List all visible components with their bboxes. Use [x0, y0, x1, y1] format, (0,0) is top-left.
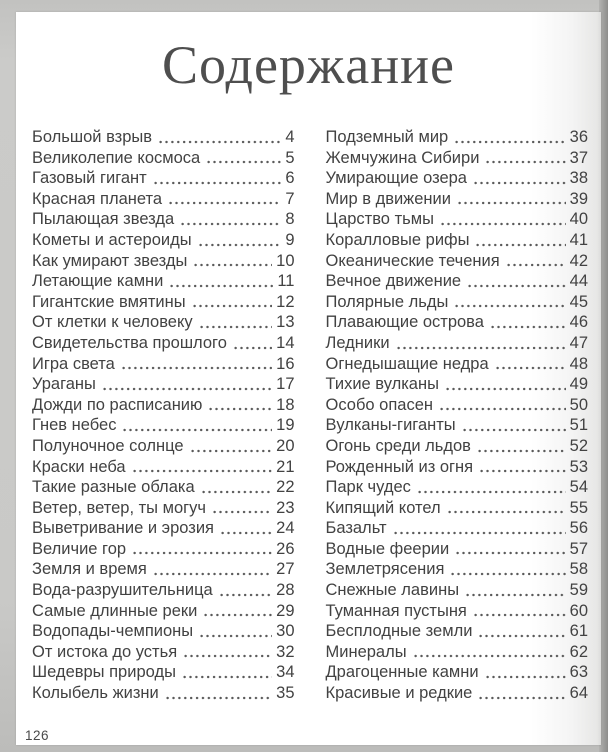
- toc-entry-title: Вечное движение: [325, 272, 462, 291]
- dot-leader: [455, 304, 565, 308]
- toc-entry-title: Умирающие озера: [325, 169, 467, 188]
- toc-entry-title: Ветер, ветер, ты могуч: [32, 498, 207, 517]
- dot-leader: [154, 181, 282, 185]
- toc-entry-page: 23: [276, 498, 295, 517]
- toc-entry-title: Базальт: [325, 519, 387, 538]
- toc-entry: [32, 436, 295, 457]
- toc-entry-page: 11: [277, 272, 295, 291]
- toc-entry-title: Кипящий котел: [325, 498, 441, 517]
- toc-entry-page: 24: [276, 519, 295, 538]
- toc-entry-title: Пылающая звезда: [32, 210, 175, 229]
- toc-entry: [32, 148, 295, 169]
- toc-entry-title: Великолепие космоса: [32, 148, 201, 167]
- toc-entry-page: 4: [285, 128, 295, 146]
- toc-entry-page: 32: [276, 642, 295, 661]
- toc-entry-page: 28: [276, 581, 295, 600]
- dot-leader: [207, 160, 281, 164]
- toc-entry-title: Океанические течения: [325, 251, 500, 270]
- toc-entry-page: 9: [285, 230, 295, 249]
- toc-entry: [32, 209, 295, 230]
- toc-entry: [326, 168, 589, 189]
- toc-entry-page: 41: [569, 230, 588, 249]
- toc-entry-title: Парк чудес: [325, 478, 411, 497]
- toc-entry: [32, 683, 295, 704]
- toc-entry-title: Самые длинные реки: [32, 601, 198, 620]
- toc-entry-title: Землетрясения: [325, 560, 445, 579]
- dot-leader: [486, 160, 565, 164]
- toc-entry-title: Минералы: [325, 642, 407, 661]
- dot-leader: [466, 593, 566, 597]
- dot-leader: [170, 284, 273, 288]
- toc-entry-title: Газовый гигант: [32, 169, 147, 188]
- toc-entry-page: 54: [569, 478, 588, 497]
- dot-leader: [456, 551, 565, 555]
- dot-leader: [455, 140, 565, 144]
- dot-leader: [194, 263, 272, 267]
- toc-entry: [32, 374, 295, 395]
- dot-leader: [122, 366, 272, 370]
- dot-leader: [479, 696, 565, 700]
- toc-entry: [326, 580, 589, 601]
- toc-entry-page: 7: [285, 189, 295, 208]
- toc-entry: [32, 189, 295, 210]
- toc-entry: [32, 230, 295, 251]
- dot-leader: [202, 490, 273, 494]
- dot-leader: [448, 510, 566, 514]
- toc-entry: [326, 559, 589, 580]
- toc-entry: [326, 271, 589, 292]
- dot-leader: [133, 469, 273, 473]
- dot-leader: [486, 675, 566, 679]
- toc-entry-title: Водные феерии: [325, 539, 450, 558]
- toc-entry-title: Коралловые рифы: [325, 230, 470, 249]
- dot-leader: [451, 572, 565, 576]
- dot-leader: [234, 346, 272, 350]
- toc-entry-page: 12: [276, 292, 295, 311]
- toc-entry-title: Подземный мир: [325, 128, 449, 146]
- dot-leader: [476, 243, 565, 247]
- toc-entry-title: Огонь среди льдов: [325, 436, 471, 455]
- toc-entry-page: 39: [569, 189, 588, 208]
- toc-entry-title: Огнедышащие недра: [325, 354, 489, 373]
- dot-leader: [441, 222, 566, 226]
- toc-entry: [32, 580, 295, 601]
- toc-entry-title: От клетки к человеку: [32, 313, 193, 332]
- dot-leader: [199, 243, 282, 247]
- toc-entry: [326, 415, 589, 436]
- toc-entry: [32, 292, 295, 313]
- toc-entry-title: Колыбель жизни: [32, 684, 159, 703]
- toc-entry: [326, 457, 589, 478]
- toc-entry: [32, 601, 295, 622]
- toc-entry: [326, 518, 589, 539]
- toc-entry-page: 14: [276, 333, 295, 352]
- toc-entry-page: 16: [276, 354, 295, 373]
- toc-columns: [16, 127, 601, 704]
- toc-entry-page: 52: [569, 436, 588, 455]
- dot-leader: [184, 654, 272, 658]
- toc-entry: [326, 477, 589, 498]
- toc-entry-title: Снежные лавины: [325, 581, 460, 600]
- dot-leader: [181, 222, 281, 226]
- toc-entry-title: Дожди по расписанию: [32, 395, 203, 414]
- toc-entry: [32, 621, 295, 642]
- toc-entry-title: Красивые и редкие: [325, 684, 473, 703]
- toc-entry-title: Летающие камни: [32, 272, 164, 291]
- toc-entry-title: Гигантские вмятины: [32, 292, 186, 311]
- dot-leader: [193, 304, 273, 308]
- toc-entry: [326, 127, 589, 148]
- dot-leader: [221, 531, 272, 535]
- toc-entry: [326, 251, 589, 272]
- dot-leader: [183, 675, 272, 679]
- toc-entry-title: Мир в движении: [325, 189, 451, 208]
- toc-entry-page: 48: [569, 354, 588, 373]
- dot-leader: [213, 510, 272, 514]
- toc-entry: [32, 395, 295, 416]
- toc-entry: [326, 683, 589, 704]
- toc-entry-page: 60: [569, 601, 588, 620]
- toc-column-left: [32, 127, 295, 704]
- toc-entry-title: Водопады-чемпионы: [32, 622, 194, 641]
- toc-entry-page: 61: [569, 622, 588, 641]
- toc-entry-title: Царство тьмы: [325, 210, 434, 229]
- toc-entry: [32, 251, 295, 272]
- dot-leader: [204, 613, 272, 617]
- dot-leader: [200, 634, 272, 638]
- toc-page: [16, 12, 601, 745]
- toc-entry-title: Рожденный из огня: [325, 457, 474, 476]
- dot-leader: [103, 387, 272, 391]
- toc-entry: [326, 642, 589, 663]
- toc-entry-title: Краски неба: [32, 457, 126, 476]
- toc-entry-page: 22: [276, 478, 295, 497]
- toc-entry-title: Большой взрыв: [32, 128, 153, 146]
- toc-entry-page: 36: [569, 128, 588, 146]
- dot-leader: [414, 654, 566, 658]
- toc-entry: [32, 168, 295, 189]
- dot-leader: [446, 387, 566, 391]
- toc-entry-page: 5: [285, 148, 295, 167]
- toc-entry-page: 26: [276, 539, 295, 558]
- toc-entry-page: 62: [569, 642, 588, 661]
- toc-entry-page: 20: [276, 436, 295, 455]
- toc-entry-page: 49: [569, 375, 588, 394]
- dot-leader: [220, 593, 272, 597]
- toc-entry: [32, 271, 295, 292]
- dot-leader: [133, 551, 272, 555]
- dot-leader: [166, 696, 272, 700]
- toc-entry-title: Туманная пустыня: [325, 601, 467, 620]
- toc-entry: [326, 374, 589, 395]
- toc-entry-page: 46: [569, 313, 588, 332]
- toc-entry-page: 40: [569, 210, 588, 229]
- toc-entry-page: 8: [285, 210, 295, 229]
- toc-entry-title: Ледники: [325, 333, 390, 352]
- toc-entry-title: Особо опасен: [325, 395, 433, 414]
- toc-entry: [326, 436, 589, 457]
- toc-entry-page: 44: [569, 272, 588, 291]
- toc-entry-title: Плавающие острова: [325, 313, 484, 332]
- toc-entry: [32, 642, 295, 663]
- toc-entry: [32, 415, 295, 436]
- toc-entry: [326, 148, 589, 169]
- toc-entry-page: 19: [276, 416, 295, 435]
- toc-entry-title: Выветривание и эрозия: [32, 519, 214, 538]
- toc-entry: [32, 539, 295, 560]
- toc-entry: [32, 354, 295, 375]
- toc-entry-title: Шедевры природы: [32, 663, 176, 682]
- toc-entry: [326, 354, 589, 375]
- toc-entry: [326, 662, 589, 683]
- toc-entry: [326, 539, 589, 560]
- dot-leader: [394, 531, 566, 535]
- toc-entry-title: Полуночное солнце: [32, 436, 184, 455]
- toc-entry: [326, 601, 589, 622]
- toc-entry-title: Бесплодные земли: [325, 622, 473, 641]
- toc-entry-page: 45: [569, 292, 588, 311]
- toc-entry-page: 56: [569, 519, 588, 538]
- dot-leader: [491, 325, 566, 329]
- dot-leader: [480, 469, 566, 473]
- toc-entry-title: Свидетельства прошлого: [32, 333, 227, 352]
- toc-entry: [32, 457, 295, 478]
- toc-entry: [32, 127, 295, 148]
- dot-leader: [458, 201, 566, 205]
- toc-entry-title: Как умирают звезды: [32, 251, 188, 270]
- toc-entry: [32, 477, 295, 498]
- dot-leader: [479, 634, 565, 638]
- toc-entry-page: 10: [276, 251, 295, 270]
- toc-entry-page: 64: [569, 684, 588, 703]
- toc-entry-page: 27: [276, 560, 295, 579]
- toc-entry-page: 13: [276, 313, 295, 332]
- toc-entry: [32, 662, 295, 683]
- toc-entry: [32, 498, 295, 519]
- toc-entry-page: 50: [569, 395, 588, 414]
- toc-entry-page: 51: [569, 416, 588, 435]
- toc-entry: [326, 209, 589, 230]
- dot-leader: [478, 449, 566, 453]
- toc-entry-page: 57: [569, 539, 588, 558]
- toc-entry: [326, 292, 589, 313]
- toc-entry-page: 18: [276, 395, 295, 414]
- dot-leader: [507, 263, 566, 267]
- dot-leader: [474, 181, 566, 185]
- toc-entry: [326, 189, 589, 210]
- dot-leader: [463, 428, 566, 432]
- toc-entry-title: Игра света: [32, 354, 115, 373]
- toc-entry: [32, 312, 295, 333]
- toc-column-right: [326, 127, 589, 704]
- toc-entry-page: 21: [276, 457, 295, 476]
- dot-leader: [200, 325, 272, 329]
- toc-entry: [32, 518, 295, 539]
- toc-entry-page: 30: [276, 622, 295, 641]
- dot-leader: [397, 346, 566, 350]
- toc-entry-title: Величие гор: [32, 539, 127, 558]
- toc-entry-page: 34: [276, 663, 295, 682]
- toc-entry: [326, 312, 589, 333]
- toc-entry-page: 38: [569, 169, 588, 188]
- toc-entry-title: Полярные льды: [325, 292, 449, 311]
- toc-entry-page: 29: [276, 601, 295, 620]
- dot-leader: [209, 407, 272, 411]
- toc-entry-title: Красная планета: [32, 189, 163, 208]
- toc-entry: [326, 230, 589, 251]
- toc-entry-page: 6: [285, 169, 295, 188]
- toc-entry-title: Жемчужина Сибири: [325, 148, 480, 167]
- toc-entry-page: 63: [569, 663, 588, 682]
- toc-entry-title: Тихие вулканы: [325, 375, 439, 394]
- dot-leader: [496, 366, 566, 370]
- toc-entry-page: 47: [569, 333, 588, 352]
- toc-entry-title: Драгоценные камни: [325, 663, 479, 682]
- toc-entry-page: 59: [569, 581, 588, 600]
- toc-entry-page: 58: [569, 560, 588, 579]
- toc-entry: [326, 333, 589, 354]
- dot-leader: [169, 201, 281, 205]
- toc-entry-page: 55: [569, 498, 588, 517]
- toc-entry: [32, 559, 295, 580]
- toc-entry-page: 17: [276, 375, 295, 394]
- dot-leader: [474, 613, 566, 617]
- toc-entry-page: 37: [569, 148, 588, 167]
- dot-leader: [159, 140, 281, 144]
- toc-entry: [32, 333, 295, 354]
- folio-page-number: 126: [25, 728, 50, 743]
- page-title: Содержание: [162, 35, 455, 95]
- toc-entry-title: От истока до устья: [32, 642, 178, 661]
- toc-entry-title: Вулканы-гиганты: [325, 416, 456, 435]
- dot-leader: [191, 449, 273, 453]
- toc-entry-title: Кометы и астероиды: [32, 230, 192, 249]
- toc-entry-title: Ураганы: [32, 375, 96, 394]
- dot-leader: [123, 428, 272, 432]
- dot-leader: [154, 572, 272, 576]
- dot-leader: [418, 490, 566, 494]
- toc-entry: [326, 621, 589, 642]
- dot-leader: [440, 407, 566, 411]
- toc-entry-title: Такие разные облака: [32, 478, 195, 497]
- dot-leader: [468, 284, 566, 288]
- toc-entry-page: 42: [569, 251, 588, 270]
- toc-entry-page: 35: [276, 684, 295, 703]
- toc-entry-title: Земля и время: [32, 560, 147, 579]
- toc-entry: [326, 395, 589, 416]
- toc-entry-title: Гнев небес: [32, 416, 117, 435]
- toc-entry-page: 53: [569, 457, 588, 476]
- toc-entry: [326, 498, 589, 519]
- toc-entry-title: Вода-разрушительница: [32, 581, 213, 600]
